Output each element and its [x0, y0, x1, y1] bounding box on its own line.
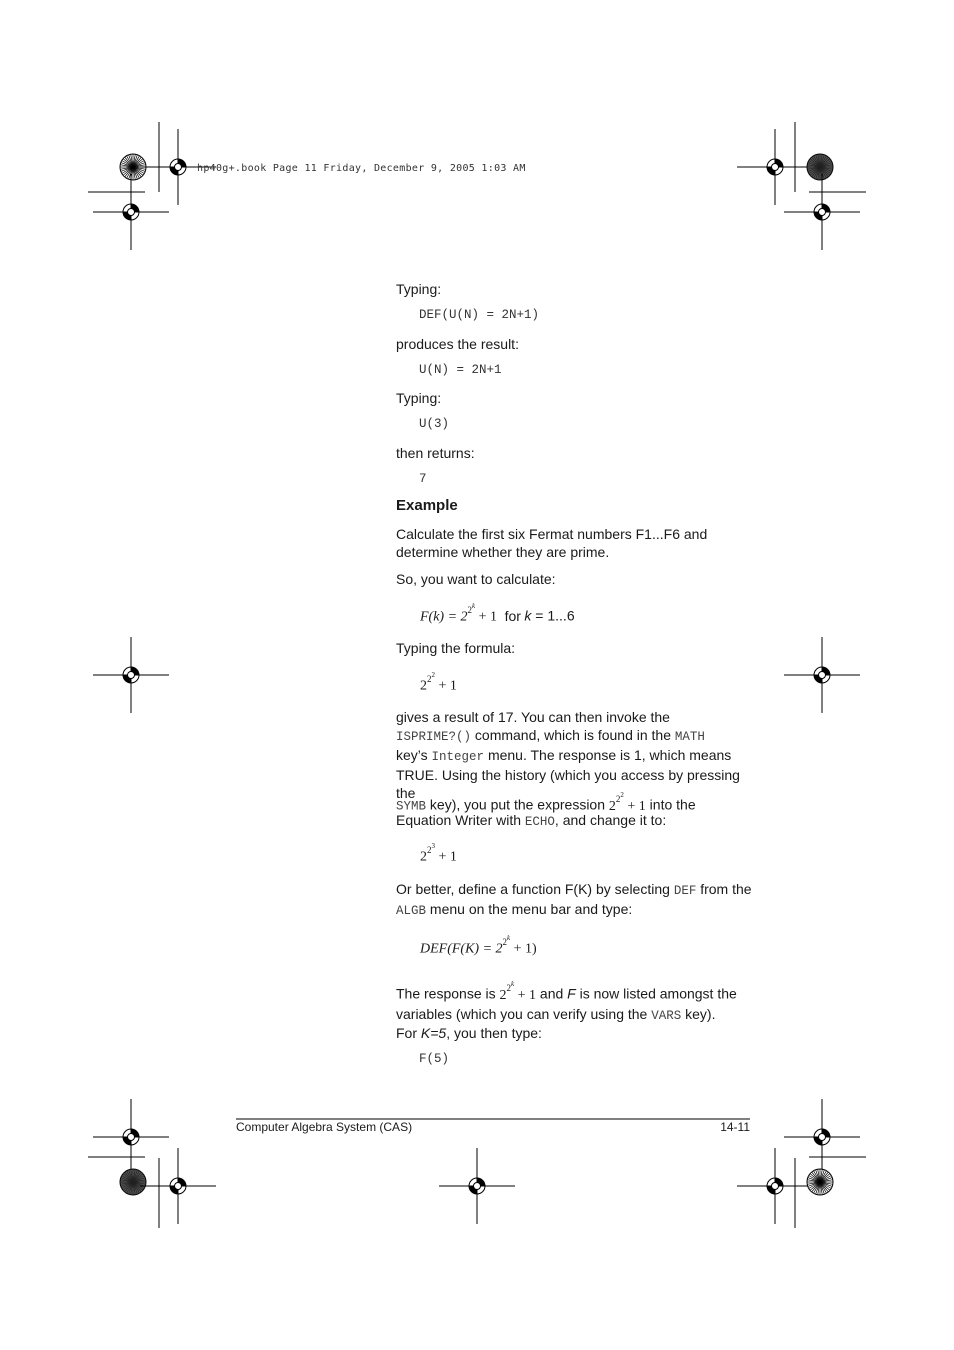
isprime-command: ISPRIME?(): [396, 730, 472, 744]
gives-text-4: menu. The response is 1, which means: [484, 747, 732, 763]
response-text-2: and: [536, 985, 568, 1002]
response-text-1: The response is: [396, 985, 500, 1002]
para-calculate: Calculate the first six Fermat numbers F1...F6 and determine whether they are prime.: [396, 526, 708, 560]
for-k-value: K=5: [420, 1025, 447, 1041]
formula-range: = 1...6: [531, 607, 575, 624]
formula-for: for: [504, 607, 521, 624]
print-slug: hp40g+.book Page 11 Friday, December 9, 2005 1:03 AM: [197, 163, 526, 174]
algb-menu: ALGB: [396, 904, 427, 918]
gives-line-3: [396, 746, 756, 766]
f4-exp: 2: [502, 937, 508, 947]
better-text-2: from the: [696, 881, 752, 897]
f4-lhs: DEF(F(K) = 2: [420, 941, 503, 957]
better-text-1: Or better, define a function F(K) by selecting: [396, 881, 674, 897]
resp-f-exp: 2: [506, 983, 511, 993]
formula-def: [420, 934, 537, 958]
starburst-mark: [807, 154, 833, 180]
typing-label-2: Typing:: [396, 390, 442, 406]
f2-base: 2: [420, 678, 427, 694]
code-def: DEF(U(N) = 2N+1): [419, 308, 540, 322]
para-want: So, you want to calculate:: [396, 571, 556, 587]
crosshair-mark: [93, 174, 169, 250]
code-f5: F(5): [419, 1052, 450, 1066]
response-text-4: variables (which you can verify using the: [396, 1005, 652, 1022]
gives-text-7: into the: [645, 796, 696, 813]
crosshair-mark: [784, 637, 860, 713]
f2-tail: + 1: [435, 678, 457, 694]
para-for-k: [396, 1024, 542, 1042]
starburst-mark: [120, 1169, 146, 1195]
crosshair-mark: [93, 1099, 169, 1175]
crosshair-mark: [439, 1148, 515, 1224]
para-better: [396, 880, 756, 920]
crosshair-mark: [140, 1148, 216, 1224]
response-text-3: is now listed amongst the: [575, 985, 737, 1002]
formula-changed: [420, 842, 457, 866]
f4-exp2: k: [507, 934, 511, 942]
code-seven: 7: [419, 472, 427, 486]
formula-typed: [420, 671, 457, 695]
formula-exp2: k: [472, 602, 476, 610]
resp-f-tail: + 1: [514, 987, 537, 1003]
footer-chapter: Computer Algebra System (CAS): [236, 1120, 413, 1134]
resp-f-base: 2: [499, 987, 507, 1003]
footer-page-number: 14-11: [720, 1120, 750, 1134]
para-echo: [396, 811, 666, 831]
integer-menu: Integer: [431, 750, 485, 764]
code-result: U(N) = 2N+1: [419, 363, 502, 377]
for-k-text-2: , you then type:: [446, 1025, 542, 1041]
response-line-1: [396, 978, 756, 1005]
then-returns-label: then returns:: [396, 445, 475, 461]
gives-text-6: key), you put the expression: [426, 796, 609, 813]
better-line-2: [396, 900, 756, 920]
better-line-1: [396, 880, 756, 900]
crosshair-mark: [737, 129, 813, 205]
crosshair-mark: [93, 637, 169, 713]
better-text-3: menu on the menu bar and type:: [426, 901, 633, 917]
inline-f-exp2: 2: [620, 791, 624, 799]
para-gives: [396, 708, 756, 802]
inline-f-base: 2: [608, 798, 616, 814]
produces-label: produces the result:: [396, 336, 519, 352]
example-heading: Example: [396, 497, 458, 514]
formula-lhs: F(k) = 2: [420, 609, 468, 625]
f3-exp2: 3: [431, 842, 435, 850]
inline-f-tail: + 1: [623, 798, 646, 814]
para-response: [396, 978, 756, 1025]
gives-text-8: Equation Writer with: [396, 812, 525, 828]
for-k-text-1: For: [396, 1025, 421, 1041]
f3-exp: 2: [427, 845, 432, 855]
f4-tail: + 1): [510, 941, 537, 957]
gives-text-3: key’s: [396, 747, 432, 763]
echo-key: ECHO: [524, 815, 555, 829]
formula-exp: 2: [467, 605, 473, 615]
gives-text-9: , and change it to:: [554, 812, 667, 828]
response-f: F: [567, 985, 576, 1002]
typing-formula-label: Typing the formula:: [396, 640, 516, 656]
formula-var: k: [524, 607, 532, 624]
code-u3: U(3): [419, 417, 450, 431]
inline-f-exp: 2: [615, 794, 621, 804]
f3-tail: + 1: [435, 849, 457, 865]
starburst-mark: [807, 1169, 833, 1195]
gives-text-2: command, which is found in the: [471, 727, 675, 743]
gives-line-4: TRUE. Using the history (which you access by pressing the: [396, 767, 740, 801]
vars-key: VARS: [651, 1008, 682, 1023]
formula-fermat: [420, 602, 575, 626]
response-text-5: key).: [681, 1005, 716, 1022]
f3-base: 2: [420, 849, 427, 865]
formula-tail: + 1: [475, 609, 498, 625]
math-key: MATH: [674, 730, 705, 744]
resp-f-exp2: k: [511, 980, 515, 988]
symb-key: SYMB: [396, 799, 427, 814]
f2-exp: 2: [427, 674, 432, 684]
typing-label-1: Typing:: [396, 281, 442, 297]
def-command: DEF: [673, 884, 697, 898]
response-line-2: [396, 1005, 756, 1025]
gives-line-1: gives a result of 17. You can then invoke the: [396, 709, 670, 725]
f2-exp2: 2: [431, 671, 435, 679]
gives-line-2: [396, 726, 756, 746]
crosshair-mark: [737, 1148, 813, 1224]
